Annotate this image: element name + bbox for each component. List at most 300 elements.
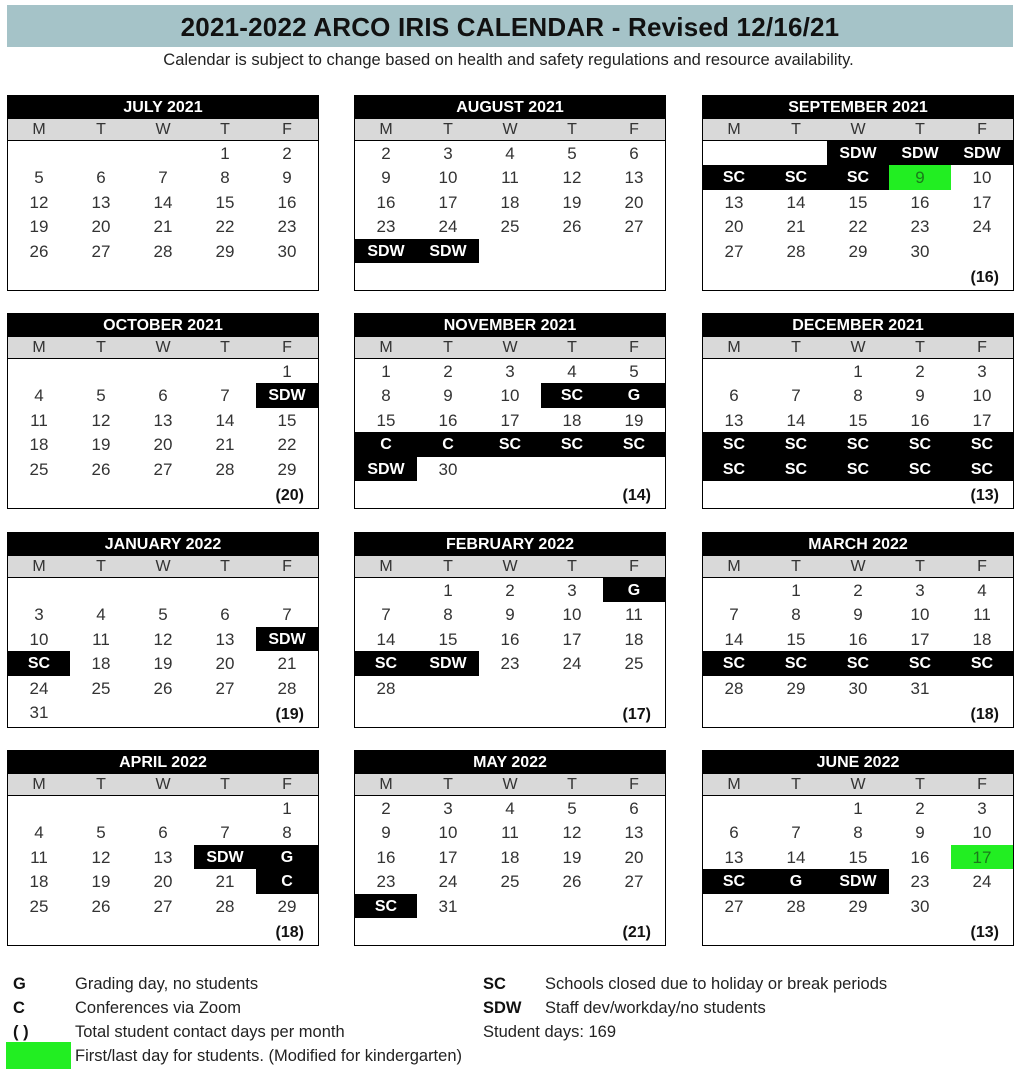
day-cell: 11 [92,629,110,649]
event-day-cell: SDW [827,141,889,165]
event-day-cell: G [256,845,318,869]
event-day-cell: SC [765,165,827,189]
day-cell: 26 [91,896,111,916]
legend-desc-sdw: Staff dev/workday/no students [545,999,766,1017]
day-cell: 13 [215,629,235,649]
day-cell: 15 [848,410,868,430]
event-day-cell: SC [827,432,889,456]
day-cell: 3 [977,799,987,818]
weekday-label: T [567,121,577,138]
legend-desc-total: Total student contact days per month [75,1023,345,1041]
day-cell: 4 [505,799,515,818]
day-cell: 12 [91,410,111,430]
day-cell: 13 [624,823,644,843]
day-cell: 20 [624,847,644,867]
event-day-cell: SDW [194,845,256,869]
weekday-label: T [915,776,925,793]
day-cell: 14 [215,410,235,430]
day-cell: 6 [629,799,639,818]
day-cell: 16 [910,192,930,212]
weekday-label: T [220,776,230,793]
day-cell: 8 [381,386,391,406]
first-last-day-cell: 17 [951,845,1013,869]
day-cell: 24 [29,678,49,698]
day-cell: 7 [158,168,168,188]
day-cell: 19 [91,435,111,455]
weekday-label: T [791,339,801,356]
weekday-label: W [155,558,171,575]
day-cell: 2 [915,362,925,381]
weekday-label: W [155,121,171,138]
weekday-label: T [96,776,106,793]
day-cell: 5 [158,605,168,625]
event-day-cell: SC [889,457,951,481]
event-day-cell: C [256,869,318,893]
legend-desc-sc: Schools closed due to holiday or break periods [545,975,888,993]
day-cell: 9 [915,386,925,406]
first-last-day-swatch [6,1042,71,1069]
month-header: AUGUST 2021 [354,95,666,118]
day-cell: 30 [910,896,930,916]
day-cell: 14 [786,192,806,212]
event-day-cell: SDW [417,239,479,263]
day-cell: 28 [215,459,235,479]
day-cell: 28 [786,241,806,261]
day-cell: 12 [562,823,582,843]
day-cell: 13 [153,847,173,867]
day-cell: 30 [438,459,458,479]
day-cell: 18 [91,654,111,674]
legend-key-c: C [13,999,25,1017]
day-cell: 27 [724,896,744,916]
day-cell: 7 [381,605,391,625]
weekday-label: M [32,558,46,575]
day-cell: 6 [729,386,739,406]
day-cell: 10 [500,386,520,406]
weekday-label: M [32,776,46,793]
day-cell: 25 [624,654,644,674]
day-cell: 9 [381,823,391,843]
event-day-cell: SDW [355,457,417,481]
day-cell: 16 [376,847,396,867]
day-cell: 21 [153,217,173,237]
event-day-cell: SC [827,651,889,675]
event-day-cell: SDW [417,651,479,675]
day-cell: 5 [34,168,44,188]
weekday-label: W [850,339,866,356]
event-day-cell: SC [541,383,603,407]
monthly-total: (18) [275,924,304,941]
day-cell: 1 [791,581,801,600]
day-cell: 15 [848,847,868,867]
event-day-cell: SC [951,651,1013,675]
weekday-label: T [567,558,577,575]
day-cell: 1 [443,581,453,600]
day-cell: 26 [562,217,582,237]
day-cell: 18 [562,410,582,430]
day-cell: 9 [282,168,292,188]
day-cell: 2 [853,581,863,600]
day-cell: 10 [972,168,992,188]
day-cell: 25 [29,459,49,479]
day-cell: 3 [505,362,515,381]
weekday-label: M [727,121,741,138]
day-cell: 25 [500,217,520,237]
day-cell: 20 [153,435,173,455]
day-cell: 13 [724,847,744,867]
weekday-label: T [915,121,925,138]
day-cell: 28 [376,678,396,698]
day-cell: 4 [34,823,44,843]
day-cell: 3 [915,581,925,600]
day-cell: 27 [215,678,235,698]
day-cell: 13 [724,192,744,212]
calendar-subtitle: Calendar is subject to change based on health and safety regulations and resource availability. [163,51,854,69]
day-cell: 29 [786,678,806,698]
weekday-label: T [96,558,106,575]
event-day-cell: SC [765,651,827,675]
event-day-cell: C [355,432,417,456]
day-cell: 6 [220,605,230,625]
day-cell: 10 [972,823,992,843]
day-cell: 1 [853,362,863,381]
day-cell: 15 [786,629,806,649]
event-day-cell: SC [827,165,889,189]
day-cell: 11 [501,823,519,843]
day-cell: 17 [562,629,582,649]
day-cell: 13 [624,168,644,188]
day-cell: 30 [277,241,297,261]
weekday-label: T [96,339,106,356]
event-day-cell: SC [889,432,951,456]
legend-desc-c: Conferences via Zoom [75,999,241,1017]
day-cell: 18 [500,192,520,212]
day-cell: 7 [791,823,801,843]
day-cell: 20 [91,217,111,237]
legend-desc-g: Grading day, no students [75,975,259,993]
month-header: NOVEMBER 2021 [354,313,666,336]
weekday-label: T [567,776,577,793]
day-cell: 20 [215,654,235,674]
weekday-label: W [502,558,518,575]
day-cell: 8 [443,605,453,625]
day-cell: 18 [29,872,49,892]
event-day-cell: SC [703,457,765,481]
weekday-label: W [850,121,866,138]
day-cell: 31 [438,896,458,916]
day-cell: 3 [34,605,44,625]
day-cell: 26 [153,678,173,698]
day-cell: 19 [562,847,582,867]
month-header: OCTOBER 2021 [7,313,319,336]
day-cell: 4 [977,581,987,600]
event-day-cell: SDW [355,239,417,263]
month-header: MARCH 2022 [702,532,1014,555]
day-cell: 16 [910,410,930,430]
weekday-label: W [850,558,866,575]
day-cell: 27 [153,896,173,916]
weekday-label: F [977,558,987,575]
day-cell: 21 [215,872,235,892]
weekday-label: F [629,121,639,138]
day-cell: 5 [567,144,577,163]
day-cell: 11 [501,168,519,188]
day-cell: 11 [625,605,643,625]
event-day-cell: SC [8,651,70,675]
event-day-cell: SDW [827,869,889,893]
day-cell: 4 [505,144,515,163]
day-cell: 19 [91,872,111,892]
day-cell: 17 [438,847,458,867]
monthly-total: (14) [622,487,651,504]
day-cell: 1 [381,362,391,381]
month-header: FEBRUARY 2022 [354,532,666,555]
weekday-label: T [96,121,106,138]
day-cell: 23 [376,217,396,237]
day-cell: 8 [853,386,863,406]
event-day-cell: SC [951,432,1013,456]
day-cell: 18 [972,629,992,649]
weekday-label: W [502,121,518,138]
day-cell: 8 [791,605,801,625]
month-header: SEPTEMBER 2021 [702,95,1014,118]
legend-key-total: ( ) [13,1023,29,1041]
day-cell: 29 [277,459,297,479]
day-cell: 23 [910,872,930,892]
day-cell: 9 [381,168,391,188]
day-cell: 9 [505,605,515,625]
weekday-label: T [567,339,577,356]
weekday-label: T [220,558,230,575]
day-cell: 29 [277,896,297,916]
day-cell: 22 [848,217,868,237]
day-cell: 17 [438,192,458,212]
day-cell: 23 [910,217,930,237]
event-day-cell: G [603,578,665,602]
weekday-label: F [629,339,639,356]
weekday-label: T [220,121,230,138]
weekday-label: F [977,776,987,793]
day-cell: 7 [282,605,292,625]
legend-key-sc: SC [483,975,506,993]
day-cell: 16 [500,629,520,649]
first-last-day-cell: 9 [889,165,951,189]
event-day-cell: SC [703,165,765,189]
monthly-total: (21) [622,924,651,941]
day-cell: 6 [158,386,168,406]
weekday-label: T [791,776,801,793]
day-cell: 12 [91,847,111,867]
day-cell: 7 [220,386,230,406]
day-cell: 21 [215,435,235,455]
day-cell: 28 [786,896,806,916]
day-cell: 6 [158,823,168,843]
monthly-total: (16) [970,269,999,286]
day-cell: 14 [724,629,744,649]
day-cell: 19 [29,217,49,237]
weekday-label: F [977,339,987,356]
day-cell: 13 [91,192,111,212]
event-day-cell: SDW [951,141,1013,165]
weekday-label: W [850,776,866,793]
month-header: JUNE 2022 [702,750,1014,773]
day-cell: 29 [215,241,235,261]
day-cell: 28 [724,678,744,698]
day-cell: 10 [29,629,49,649]
day-cell: 21 [786,217,806,237]
event-day-cell: SC [703,651,765,675]
day-cell: 6 [96,168,106,188]
weekday-label: M [727,339,741,356]
day-cell: 5 [567,799,577,818]
month-header: DECEMBER 2021 [702,313,1014,336]
event-day-cell: G [765,869,827,893]
day-cell: 13 [724,410,744,430]
day-cell: 27 [153,459,173,479]
weekday-label: T [915,339,925,356]
weekday-label: M [379,558,393,575]
day-cell: 11 [30,847,48,867]
day-cell: 3 [567,581,577,600]
event-day-cell: SC [765,432,827,456]
day-cell: 28 [277,678,297,698]
day-cell: 24 [972,872,992,892]
day-cell: 7 [220,823,230,843]
day-cell: 5 [629,362,639,381]
day-cell: 10 [562,605,582,625]
day-cell: 14 [153,192,173,212]
day-cell: 25 [500,872,520,892]
day-cell: 29 [848,896,868,916]
day-cell: 15 [438,629,458,649]
day-cell: 9 [915,823,925,843]
day-cell: 23 [376,872,396,892]
day-cell: 6 [729,823,739,843]
day-cell: 4 [34,386,44,406]
weekday-label: F [629,558,639,575]
day-cell: 2 [505,581,515,600]
event-day-cell: SDW [256,627,318,651]
day-cell: 16 [910,847,930,867]
monthly-total: (19) [275,706,304,723]
calendar-title: 2021-2022 ARCO IRIS CALENDAR - Revised 12/16/21 [7,5,1013,47]
day-cell: 10 [438,168,458,188]
day-cell: 15 [215,192,235,212]
day-cell: 4 [567,362,577,381]
day-cell: 17 [910,629,930,649]
day-cell: 28 [153,241,173,261]
weekday-label: T [443,339,453,356]
student-days-total: Student days: 169 [483,1023,617,1041]
weekday-label: W [502,339,518,356]
day-cell: 20 [624,192,644,212]
day-cell: 27 [91,241,111,261]
day-cell: 14 [786,410,806,430]
day-cell: 12 [29,192,49,212]
month-header: APRIL 2022 [7,750,319,773]
weekday-label: M [379,339,393,356]
day-cell: 12 [153,629,173,649]
day-cell: 9 [443,386,453,406]
day-cell: 15 [848,192,868,212]
day-cell: 1 [282,799,292,818]
day-cell: 5 [96,386,106,406]
day-cell: 7 [791,386,801,406]
day-cell: 3 [443,799,453,818]
day-cell: 27 [724,241,744,261]
day-cell: 19 [153,654,173,674]
weekday-label: M [379,121,393,138]
day-cell: 20 [724,217,744,237]
day-cell: 1 [282,362,292,381]
weekday-label: T [220,339,230,356]
event-day-cell: G [603,383,665,407]
month-header: MAY 2022 [354,750,666,773]
day-cell: 25 [91,678,111,698]
weekday-label: M [379,776,393,793]
day-cell: 18 [624,629,644,649]
legend-key-sdw: SDW [483,999,522,1017]
weekday-label: T [791,558,801,575]
event-day-cell: SC [479,432,541,456]
weekday-label: T [443,121,453,138]
day-cell: 18 [500,847,520,867]
event-day-cell: SC [765,457,827,481]
day-cell: 19 [624,410,644,430]
day-cell: 29 [848,241,868,261]
day-cell: 2 [381,144,391,163]
day-cell: 20 [153,872,173,892]
day-cell: 17 [972,410,992,430]
weekday-label: M [727,776,741,793]
legend-key-g: G [13,975,26,993]
legend-desc-first-last-day: First/last day for students. (Modified for kindergarten) [75,1047,462,1065]
day-cell: 10 [972,386,992,406]
day-cell: 18 [29,435,49,455]
day-cell: 16 [848,629,868,649]
weekday-label: F [282,558,292,575]
day-cell: 10 [910,605,930,625]
day-cell: 26 [91,459,111,479]
event-day-cell: SC [703,869,765,893]
day-cell: 8 [853,823,863,843]
day-cell: 22 [215,217,235,237]
day-cell: 2 [381,799,391,818]
month-header: JULY 2021 [7,95,319,118]
event-day-cell: SC [355,651,417,675]
day-cell: 23 [500,654,520,674]
weekday-label: T [915,558,925,575]
day-cell: 3 [977,362,987,381]
day-cell: 30 [848,678,868,698]
day-cell: 3 [443,144,453,163]
day-cell: 14 [786,847,806,867]
weekday-label: T [443,558,453,575]
weekday-label: M [32,339,46,356]
day-cell: 4 [96,605,106,625]
monthly-total: (17) [622,706,651,723]
day-cell: 2 [443,362,453,381]
day-cell: 24 [562,654,582,674]
day-cell: 23 [277,217,297,237]
day-cell: 2 [915,799,925,818]
day-cell: 14 [376,629,396,649]
event-day-cell: SDW [889,141,951,165]
weekday-label: W [155,776,171,793]
day-cell: 13 [153,410,173,430]
event-day-cell: SC [603,432,665,456]
day-cell: 27 [624,872,644,892]
